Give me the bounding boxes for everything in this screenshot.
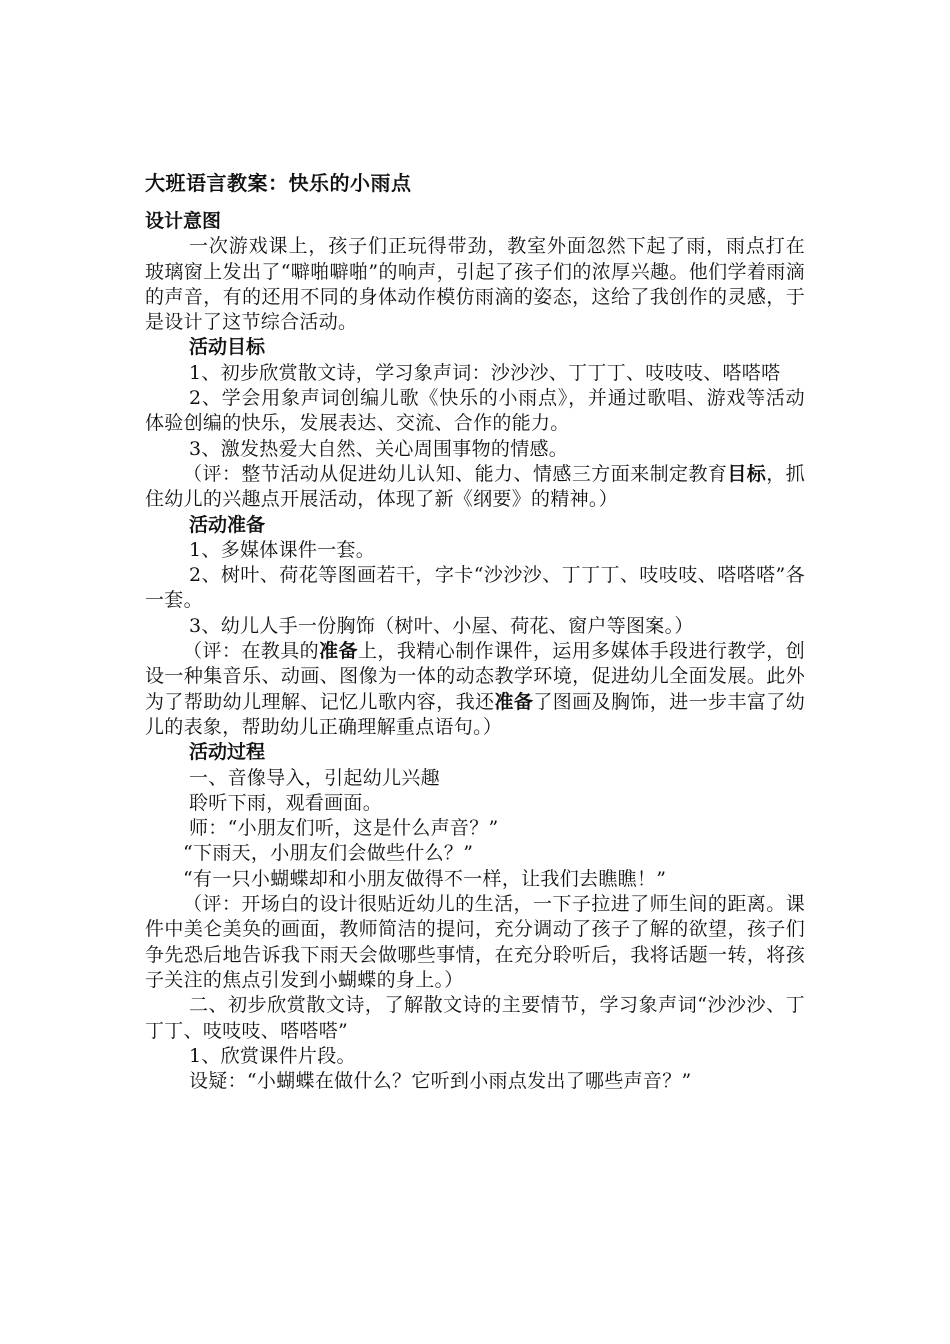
goal-item: 1、初步欣赏散文诗，学习象声词：沙沙沙、丁丁丁、吱吱吱、嗒嗒嗒 bbox=[189, 361, 781, 384]
process-heading: 活动过程 bbox=[189, 741, 266, 764]
step-heading: 二、初步欣赏散文诗，了解散文诗的主要情节，学习象声词“沙沙沙、丁丁丁、吱吱吱、嗒嗒嗒” bbox=[145, 994, 805, 1042]
document-page bbox=[145, 168, 805, 1094]
goals-heading: 活动目标 bbox=[189, 336, 266, 359]
comment-paragraph: （评：开场白的设计很贴近幼儿的生活，一下子拉进了师生间的距离。课件中美仑美奂的画面，教师简洁的提问，充分调动了孩子了解的欲望，孩子们争先恐后地告诉我下雨天会做哪些事情，在充分聆听后，我将话题一转，将孩子关注的焦点引发到小蝴蝶的身上。） bbox=[145, 893, 805, 991]
design-paragraph: 一次游戏课上，孩子们正玩得带劲，教室外面忽然下起了雨，雨点打在玻璃窗上发出了“噼啪噼啪”的响声，引起了孩子们的浓厚兴趣。他们学着雨滴的声音，有的还用不同的身体动作模仿雨滴的姿态，这给了我创作的灵感，于是设计了这节综合活动。 bbox=[145, 235, 805, 334]
document-title: 大班语言教案：快乐的小雨点 bbox=[145, 171, 412, 195]
comment-text: 了图画及胸饰，进一步丰富了幼儿的表象，帮助幼儿正确理解重点语句。） bbox=[145, 690, 806, 738]
comment-bold-term: 准备 bbox=[319, 640, 358, 663]
step-line: 聆听下雨，观看画面。 bbox=[189, 791, 383, 814]
comment-paragraph bbox=[145, 462, 805, 513]
step-line: 1、欣赏课件片段。 bbox=[189, 1044, 356, 1067]
comment-bold-term: 目标 bbox=[727, 462, 767, 485]
comment-paragraph bbox=[145, 639, 805, 740]
step-line: “有一只小蝴蝶却和小朋友做得不一样，让我们去瞧瞧！” bbox=[183, 867, 667, 890]
comment-text: ，抓住幼儿的兴趣点开展活动，体现了新《纲要》的精神。） bbox=[145, 462, 805, 511]
goal-item: 3、激发热爱大自然、关心周围事物的情感。 bbox=[189, 437, 569, 460]
comment-text: （评：整节活动从促进幼儿认知、能力、情感三方面来制定教育 bbox=[183, 462, 728, 485]
step-heading: 一、音像导入，引起幼儿兴趣 bbox=[189, 766, 440, 789]
design-heading: 设计意图 bbox=[145, 210, 222, 232]
step-line: “下雨天，小朋友们会做些什么？” bbox=[183, 842, 474, 865]
prep-heading: 活动准备 bbox=[189, 513, 266, 536]
comment-text: 上，我精心制作课件，运用多媒体手段进行教学，创设一种集音乐、动画、图像为一体的动态教学环境，促进幼儿全面发展。此外为了帮助幼儿理解、记忆儿歌内容，我还 bbox=[145, 640, 805, 713]
step-line: 师：“小朋友们听，这是什么声音？” bbox=[189, 817, 499, 840]
prep-item: 3、幼儿人手一份胸饰（树叶、小屋、荷花、窗户等图案。） bbox=[189, 614, 694, 637]
comment-bold-term: 准备 bbox=[494, 690, 534, 713]
goal-item: 2、学会用象声词创编儿歌《快乐的小雨点》，并通过歌唱、游戏等活动体验创编的快乐，发展表达、交流、合作的能力。 bbox=[145, 387, 805, 435]
step-line: 设疑：“小蝴蝶在做什么？它听到小雨点发出了哪些声音？” bbox=[189, 1070, 692, 1093]
prep-item: 2、树叶、荷花等图画若干，字卡“沙沙沙、丁丁丁、吱吱吱、嗒嗒嗒”各一套。 bbox=[145, 564, 805, 612]
prep-item: 1、多媒体课件一套。 bbox=[189, 538, 376, 561]
comment-text: （评：在教具的 bbox=[183, 640, 320, 663]
